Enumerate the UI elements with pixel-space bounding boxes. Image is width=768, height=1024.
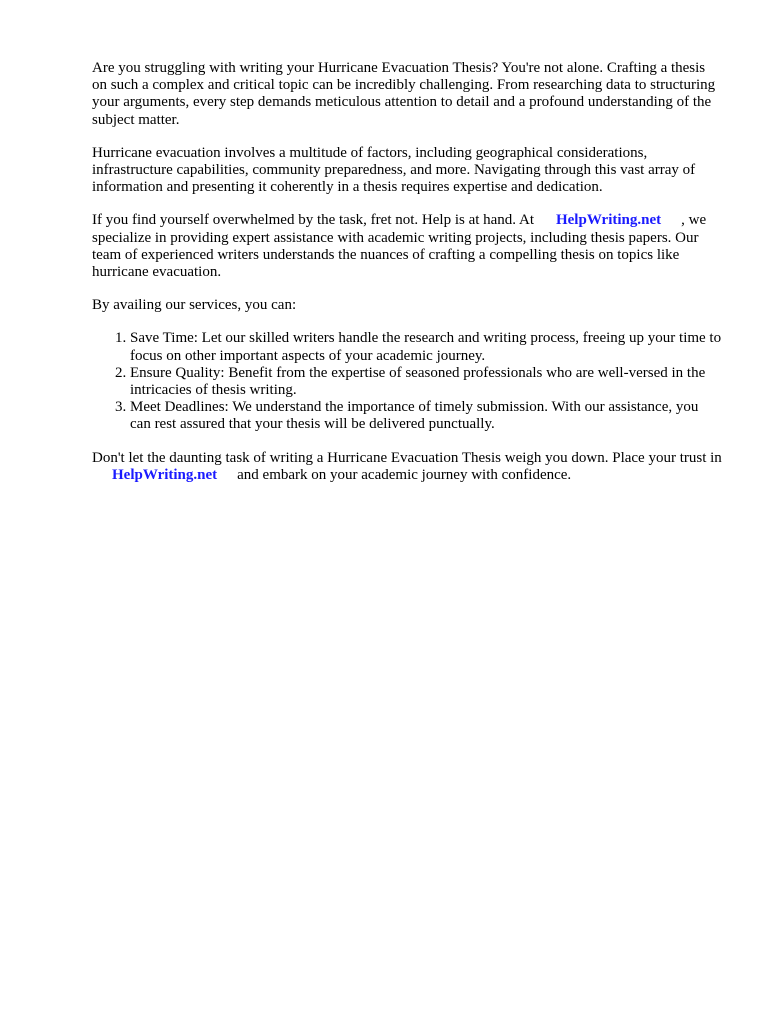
services-intro: By availing our services, you can: [92,297,297,314]
list-item: 1. Save Time: Let our skilled writers handle the research and writing process, freeing up your time to focus on other important aspects of your academic journey. [130,330,722,364]
list-item: 2. Ensure Quality: Benefit from the expertise of seasoned professionals who are well-versed in the intricacies of thesis writing. [130,365,722,399]
intro-paragraph: Are you struggling with writing your Hurricane Evacuation Thesis? You're not alone. Crafting a thesis on such a complex and critical topic can be incredibly challenging. From researching data to structuring your arguments, every step demands meticulous attention to detail and a profound understanding of the subject matter. [92,60,716,128]
helpwriting-link[interactable]: HelpWriting.net [555,212,662,229]
offer-text-before: If you find yourself overwhelmed by the task, fret not. Help is at hand. At [92,212,534,229]
closing-paragraph [92,450,722,484]
context-paragraph: Hurricane evacuation involves a multitude of factors, including geographical considerations, infrastructure capabilities, community preparedness, and more. Navigating through this vast array of information and presenting it coherently in a thesis requires expertise and dedication. [92,144,696,196]
closing-text-after: and embark on your academic journey with confidence. [237,466,572,483]
closing-text-before: Don't let the daunting task of writing a Hurricane Evacuation Thesis weigh you down. Place your trust in [92,449,722,466]
list-item: 3. Meet Deadlines: We understand the importance of timely submission. With our assistance, you can rest assured that your thesis will be delivered punctually. [130,399,722,433]
services-list [92,330,722,433]
offer-text-after: , we specialize in providing expert assistance with academic writing projects, including thesis papers. Our team of experienced writers understands the nuances of crafting a compelling thesis on topics like hurricane evacuation. [92,212,707,281]
document-body [92,60,722,500]
helpwriting-link[interactable]: HelpWriting.net [112,466,218,483]
offer-paragraph [92,212,722,281]
